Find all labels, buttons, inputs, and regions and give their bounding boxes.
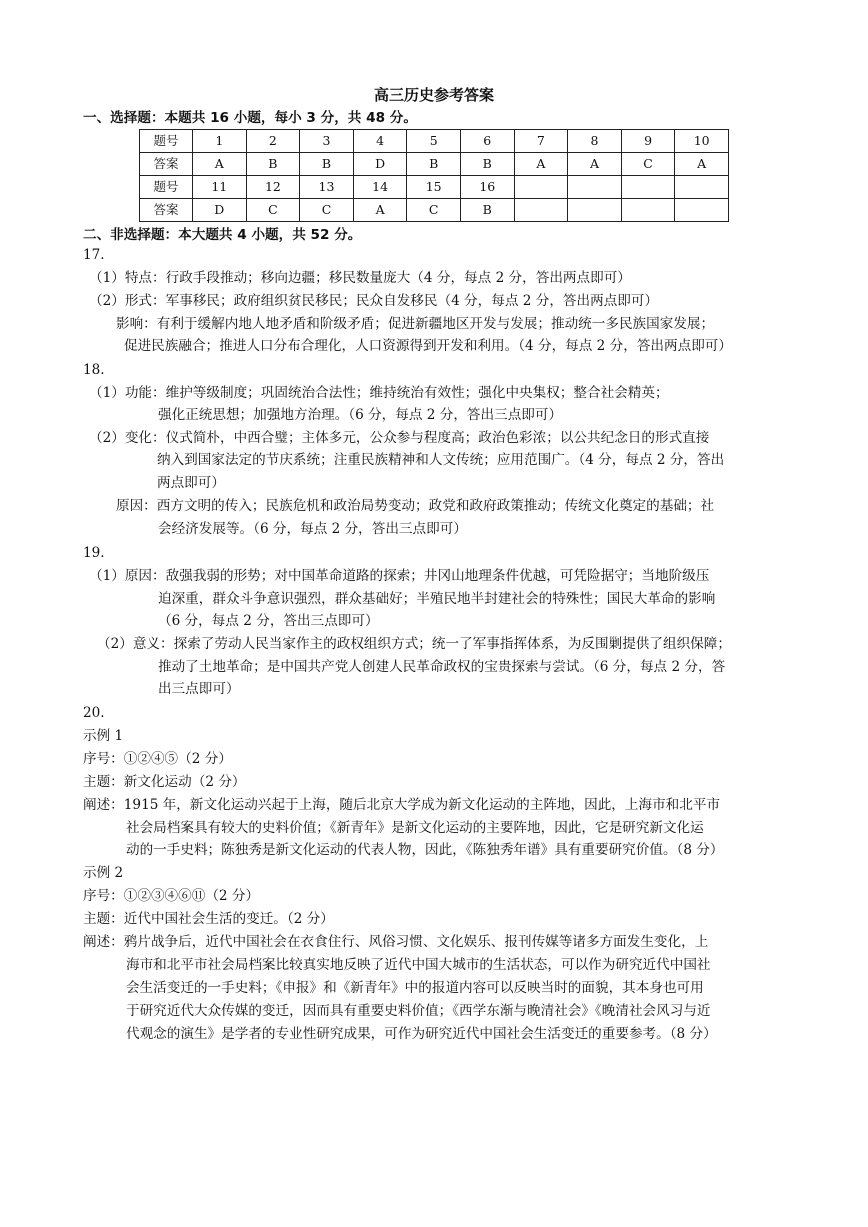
table-cell: B: [300, 153, 354, 176]
row-label: 题号: [140, 130, 193, 153]
answer-line: 18.: [83, 362, 105, 378]
table-row: [140, 176, 729, 199]
answer-line: 强化正统思想；加强地方治理。（6 分，每点 2 分，答出三点即可）: [158, 407, 563, 423]
table-cell: 7: [514, 130, 568, 153]
table-cell: A: [514, 153, 568, 176]
table-cell: 15: [407, 176, 461, 199]
answer-line: 主题：近代中国社会生活的变迁。（2 分）: [83, 911, 334, 927]
answer-line: 出三点即可）: [158, 681, 240, 697]
table-row: [140, 199, 729, 222]
answer-line: 纳入到国家法定的节庆系统；注重民族精神和人文传统；应用范围广。（4 分，每点 2 分，答出: [157, 452, 725, 468]
table-row: [140, 153, 729, 176]
answer-line: （1）特点：行政手段推动；移向边疆；移民数量庞大（4 分，每点 2 分，答出两点即可）: [89, 270, 631, 286]
answer-line: 影响：有利于缓解内地人地矛盾和阶级矛盾；促进新疆地区开发与发展；推动统一多民族国家发展；: [116, 316, 715, 332]
answer-line: 社会局档案具有较大的史料价值；《新青年》是新文化运动的主要阵地，因此，它是研究新文化运: [126, 820, 704, 836]
table-cell: D: [353, 153, 407, 176]
row-label: 答案: [140, 153, 193, 176]
answer-line: （6 分，每点 2 分，答出三点即可）: [158, 613, 379, 629]
table-cell: [675, 199, 729, 222]
table-cell: A: [568, 153, 622, 176]
table-cell: B: [246, 153, 300, 176]
answer-line: （2）意义：探索了劳动人民当家作主的政权组织方式；统一了军事指挥体系，为反围剿提供了组织保障；: [97, 636, 731, 652]
table-cell: 16: [460, 176, 514, 199]
table-cell: B: [460, 153, 514, 176]
table-cell: 11: [193, 176, 247, 199]
answer-line: 迫深重，群众斗争意识强烈，群众基础好；半殖民地半封建社会的特殊性；国民大革命的影响: [158, 591, 716, 607]
section-2-heading: 二、非选择题：本大题共 4 小题，共 52 分。: [83, 227, 362, 243]
answer-line: 原因：西方文明的传入；民族危机和政治局势变动；政党和政府政策推动；传统文化奠定的基础；社: [116, 498, 715, 514]
answer-table: [139, 129, 729, 222]
table-cell: 1: [193, 130, 247, 153]
table-cell: [514, 176, 568, 199]
table-cell: [568, 176, 622, 199]
table-cell: C: [246, 199, 300, 222]
table-cell: 12: [246, 176, 300, 199]
answer-line: （1）功能：维护等级制度；巩固统治合法性；维持统治有效性；强化中央集权；整合社会精英；: [89, 385, 669, 401]
answer-line: 代观念的演生》是学者的专业性研究成果，可作为研究近代中国社会生活变迁的重要参考。（8 分）: [126, 1026, 717, 1042]
answer-line: 推动了土地革命；是中国共产党人创建人民革命政权的宝贵探索与尝试。（6 分，每点 2 分，答: [158, 659, 726, 675]
answer-line: 19.: [83, 545, 105, 561]
table-cell: 5: [407, 130, 461, 153]
table-cell: D: [193, 199, 247, 222]
table-cell: [621, 176, 675, 199]
table-cell: [568, 199, 622, 222]
answer-line: 示例 1: [83, 728, 124, 744]
answer-line: 主题：新文化运动（2 分）: [83, 774, 246, 790]
table-cell: C: [621, 153, 675, 176]
table-row: [140, 130, 729, 153]
table-cell: 13: [300, 176, 354, 199]
table-cell: A: [193, 153, 247, 176]
answer-line: （1）原因：敌强我弱的形势；对中国革命道路的探索；井冈山地理条件优越，可凭险据守；当地阶级压: [89, 568, 710, 584]
table-cell: C: [407, 199, 461, 222]
table-cell: 8: [568, 130, 622, 153]
answer-line: （2）变化：仪式简朴，中西合璧；主体多元，公众参与程度高；政治色彩浓；以公共纪念日的形式直接: [89, 430, 710, 446]
answer-line: 动的一手史料；陈独秀是新文化运动的代表人物，因此，《陈独秀年谱》具有重要研究价值。（8 分）: [126, 842, 724, 858]
table-cell: B: [460, 199, 514, 222]
table-cell: [621, 199, 675, 222]
table-cell: B: [407, 153, 461, 176]
table-cell: [675, 176, 729, 199]
table-cell: 4: [353, 130, 407, 153]
table-cell: 14: [353, 176, 407, 199]
answer-line: （2）形式：军事移民；政府组织贫民移民；民众自发移民（4 分，每点 2 分，答出两点即可）: [89, 293, 659, 309]
answer-line: 17.: [83, 247, 105, 263]
table-cell: [514, 199, 568, 222]
answer-line: 示例 2: [83, 865, 124, 881]
answer-line: 会经济发展等。（6 分，每点 2 分，答出三点即可）: [158, 521, 467, 537]
answer-line: 序号：①②③④⑥⑪（2 分）: [83, 888, 260, 904]
answer-line: 海市和北平市社会局档案比较真实地反映了近代中国大城市的生活状态，可以作为研究近代中国社: [126, 957, 711, 973]
answer-line: 20.: [83, 705, 105, 721]
table-cell: A: [675, 153, 729, 176]
answer-line: 序号：①②④⑤（2 分）: [83, 751, 232, 767]
table-cell: 10: [675, 130, 729, 153]
table-cell: 6: [460, 130, 514, 153]
table-cell: C: [300, 199, 354, 222]
row-label: 题号: [140, 176, 193, 199]
table-cell: 2: [246, 130, 300, 153]
answer-line: 两点即可）: [157, 475, 225, 491]
table-cell: 3: [300, 130, 354, 153]
answer-line: 阐述：鸦片战争后，近代中国社会在衣食住行、风俗习惯、文化娱乐、报刊传媒等诸多方面发生变化，上: [83, 934, 709, 950]
answer-line: 会生活变迁的一手史料；《申报》和《新青年》中的报道内容可以反映当时的面貌，其本身也可用: [126, 980, 704, 996]
row-label: 答案: [140, 199, 193, 222]
answer-line: 于研究近代大众传媒的变迁，因而具有重要史料价值；《西学东渐与晚清社会》《晚清社会风习与近: [126, 1003, 711, 1019]
answer-line: 阐述：1915 年，新文化运动兴起于上海，随后北京大学成为新文化运动的主阵地，因此，上海市和北平市: [83, 797, 721, 813]
page-title: 高三历史参考答案: [373, 86, 494, 104]
section-1-heading: 一、选择题：本题共 16 小题，每小 3 分，共 48 分。: [83, 110, 417, 126]
table-cell: A: [353, 199, 407, 222]
answer-line: 促进民族融合；推进人口分布合理化，人口资源得到开发和利用。（4 分，每点 2 分，答出两点即可）: [124, 338, 732, 354]
table-cell: 9: [621, 130, 675, 153]
